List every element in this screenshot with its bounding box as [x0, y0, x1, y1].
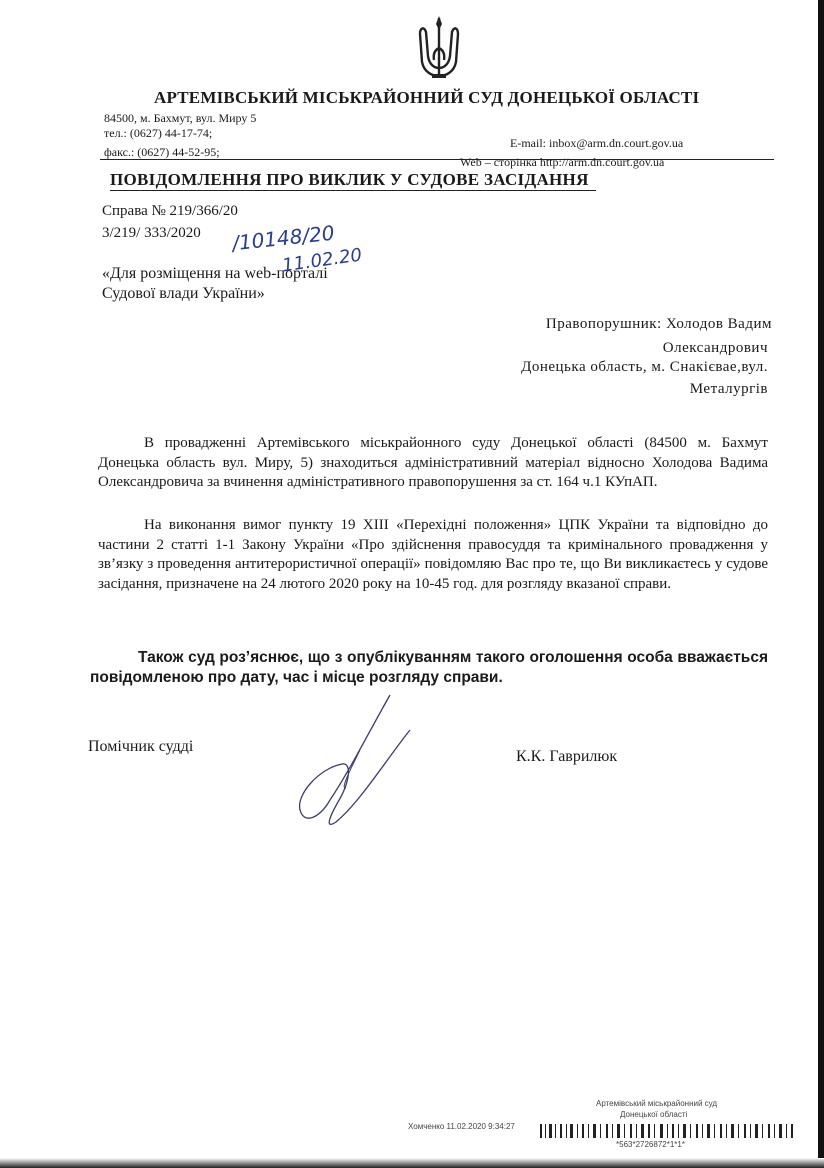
- court-fax: факс.: (0627) 44-52-95;: [104, 145, 220, 159]
- addressee-line1: Правопорушник: Холодов Вадим: [545, 316, 772, 332]
- court-name: АРТЕМІВСЬКИЙ МІСЬКРАЙОННИЙ СУД ДОНЕЦЬКОЇ ОБЛАСТІ: [154, 88, 700, 107]
- stamp-court-line2: Донецької області: [620, 1110, 688, 1119]
- body-paragraph-2: На виконання вимог пункту 19 ХІІІ «Перехідні положення» ЦПК України та відповідно до частини 2 статті 1-1 Закону України «Про здійснення правосуддя та кримінального провадження у зв’язку з проведення антитерористичної операції» повідомляю Вас про те, що Ви викликаєтесь у судове засідання, призначене на 24 лютого 2020 року на 10-45 год. для розгляду вказаної справи.: [98, 517, 768, 592]
- scan-edge: [818, 0, 824, 1168]
- handwritten-signature: [290, 690, 430, 840]
- addressee-line3: Донецька область, м. Снакієвае,вул.: [521, 359, 768, 375]
- publication-note-line2: Судової влади України»: [102, 285, 265, 302]
- header-divider: [100, 159, 774, 160]
- barcode-icon: [540, 1124, 796, 1138]
- case-number: Справа № 219/366/20: [102, 203, 238, 219]
- body-paragraph-3: Також суд роз’яснює, що з опублікуванням такого оголошення особа вважається повідомленою про дату, час і місце розгляду справи.: [90, 649, 768, 686]
- registrar-stamp: Хомченко 11.02.2020 9:34:27: [408, 1122, 515, 1131]
- court-email: E-mail: inbox@arm.dn.court.gov.ua: [510, 136, 684, 150]
- addressee-line2: Олександрович: [662, 340, 768, 356]
- body-paragraph-1: В провадженні Артемівського міськрайонного суду Донецької області (84500 м. Бахмут Донецька область вул. Миру, 5) знаходиться адміністративний матеріал відносно Холодова Вадима Олександровича за вчинення адміністративного правопорушення за ст. 164 ч.1 КУпАП.: [98, 435, 768, 490]
- signatory-name: К.К. Гаврилюк: [516, 748, 618, 765]
- handwritten-date: 11.02.20: [280, 244, 364, 277]
- coat-of-arms-icon: [414, 14, 464, 84]
- scan-bottom-edge: [0, 1158, 824, 1168]
- court-address: 84500, м. Бахмут, вул. Миру 5: [104, 111, 257, 125]
- proceeding-number: 3/219/ 333/2020: [102, 225, 201, 241]
- addressee-line4: Металургів: [689, 381, 768, 397]
- notice-title: ПОВІДОМЛЕННЯ ПРО ВИКЛИК У СУДОВЕ ЗАСІДАННЯ: [110, 170, 589, 189]
- barcode-number: *563*2726872*1*1*: [616, 1140, 685, 1149]
- signatory-position: Помічник судді: [88, 738, 194, 755]
- court-phone: тел.: (0627) 44-17-74;: [104, 126, 213, 140]
- stamp-court-line1: Артемівський міськрайонний суд: [596, 1099, 718, 1108]
- handwritten-registration: /10148/20: [231, 220, 336, 256]
- publication-note-line1: «Для розміщення на web-порталі: [102, 265, 328, 282]
- court-website: Web – сторінка http://arm.dn.court.gov.ua: [460, 155, 665, 169]
- title-underline: [110, 190, 596, 191]
